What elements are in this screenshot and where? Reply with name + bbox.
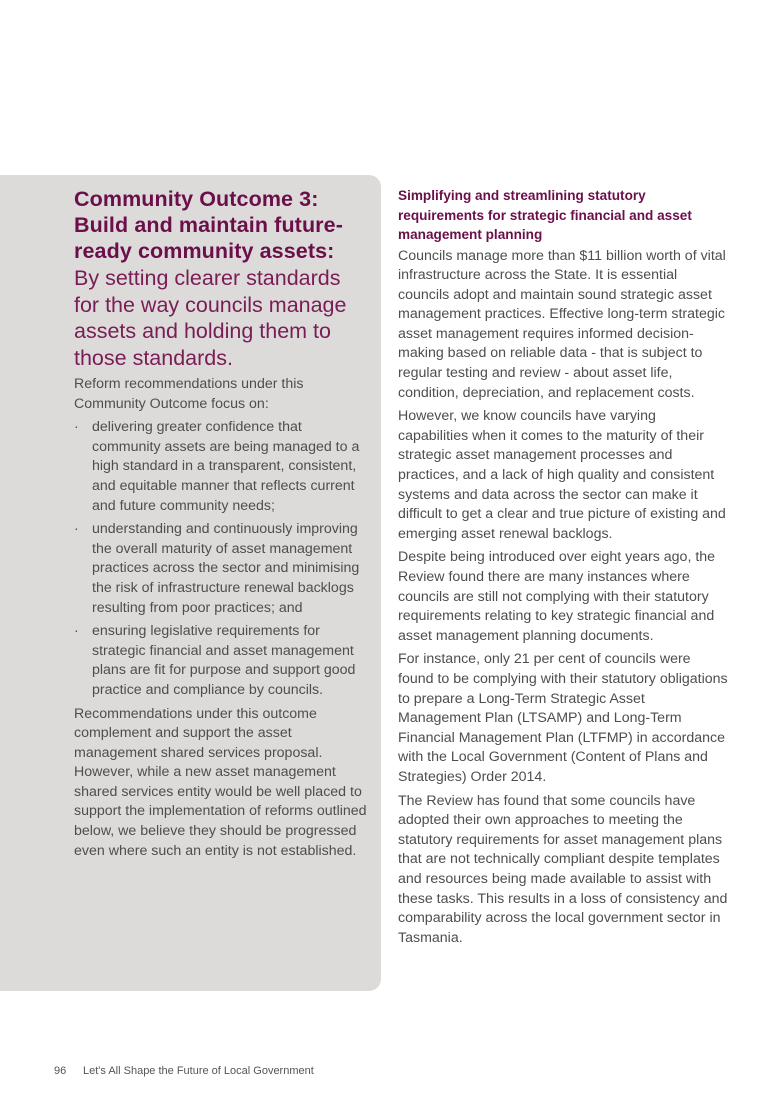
- list-item: [74, 622, 369, 700]
- outcome-heading: Community Outcome 3: Build and maintain future-ready community assets:: [74, 187, 343, 263]
- closing-text: Recommendations under this outcome complement and support the asset management shared services proposal. However, while a new asset management shared services entity would be well placed to support the implementation of reforms outlined below, we believe they should be progressed even where such an entity is not established.: [74, 705, 367, 859]
- intro-text: Reform recommendations under this Community Outcome focus on:: [74, 376, 304, 412]
- bullet-icon: ·: [74, 521, 79, 538]
- bullet-icon: ·: [74, 419, 79, 436]
- page-footer: [54, 1065, 314, 1077]
- paragraph: Councils manage more than $11 billion worth of vital infrastructure across the State. It is essential councils adopt and maintain sound strategic asset management practices. Effective long-term strategic asset management requires informed decision-making based on reliable data - that is subject to regular testing and review - about asset life, condition, depreciation, and replacement costs.: [398, 247, 726, 401]
- left-column: [74, 186, 369, 865]
- page-number: 96: [54, 1065, 67, 1077]
- outcome-subheading: By setting clearer standards for the way councils manage assets and holding them to those standards.: [74, 266, 347, 370]
- list-item: [74, 520, 369, 618]
- list-item-text: delivering greater confidence that community assets are being managed to a high standard in a transparent, consistent, and equitable manner that reflects current and future community needs;: [92, 419, 360, 514]
- document-title: Let's All Shape the Future of Local Government: [83, 1065, 314, 1077]
- right-column: [398, 186, 728, 952]
- paragraph: Despite being introduced over eight years ago, the Review found there are many instances where councils are still not complying with their statutory requirements relating to key strategic financial and asset management planning documents.: [398, 549, 716, 644]
- section-heading: Simplifying and streamlining statutory requirements for strategic financial and asset management planning: [398, 188, 692, 242]
- paragraph: The Review has found that some councils have adopted their own approaches to meeting the statutory requirements for asset management plans that are not technically compliant despite templates and resources being made available to assist with these tasks. This results in a loss of consistency and comparability across the local government sector in Tasmania.: [398, 792, 728, 946]
- focus-list: [74, 418, 369, 700]
- paragraph: For instance, only 21 per cent of councils were found to be complying with their statutory obligations to prepare a Long-Term Strategic Asset Management Plan (LTSAMP) and Long-Term Financial Management Plan (LTFMP) in accordance with the Local Government (Content of Plans and Strategies) Order 2014.: [398, 651, 728, 785]
- list-item-text: understanding and continuously improving the overall maturity of asset management practices across the sector and minimising the risk of infrastructure renewal backlogs resulting from poor practices; and: [92, 521, 360, 616]
- paragraph: However, we know councils have varying capabilities when it comes to the maturity of their strategic asset management processes and practices, and a lack of high quality and consistent systems and data across the sector can make it difficult to get a clear and true picture of existing and emerging asset renewal backlogs.: [398, 408, 726, 542]
- list-item: [74, 418, 369, 516]
- bullet-icon: ·: [74, 623, 79, 640]
- list-item-text: ensuring legislative requirements for strategic financial and asset management plans are fit for purpose and support good practice and compliance by councils.: [92, 623, 356, 698]
